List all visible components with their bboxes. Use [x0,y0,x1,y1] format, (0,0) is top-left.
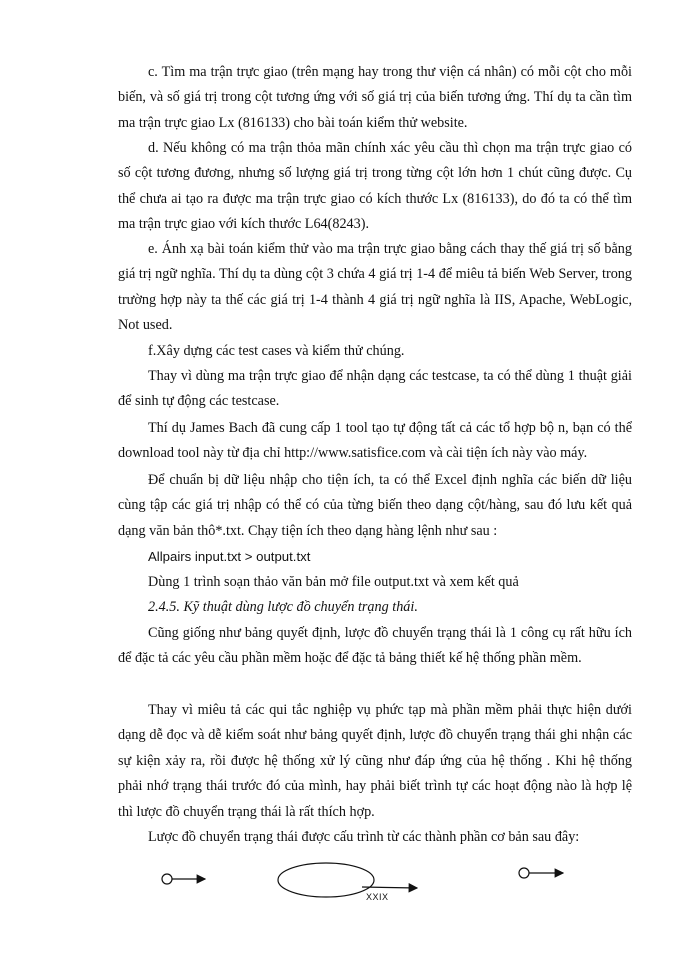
final-transition-icon [519,868,563,878]
paragraph-like: Cũng giống như bảng quyết định, lược đồ chuyển trạng thái là 1 công cụ rất hữu ích để đặc tả các yêu cầu phần mềm hoặc để đặc tả bảng thiết kế hệ thống phần mềm. [118,625,632,667]
section-heading: 2.4.5. Kỹ thuật dùng lược đồ chuyển trạng thái. [148,599,418,615]
page-number: XXIX [366,892,389,902]
initial-state-icon [162,874,205,884]
state-diagram-components [150,860,620,910]
paragraph-e: e. Ánh xạ bài toán kiểm thử vào ma trận trực giao bằng cách thay thế giá trị số bằng giá trị ngữ nghĩa. Thí dụ ta dùng cột 3 chứa 4 giá trị 1-4 để miêu tả biến Web Server, trong trường hợp này ta thế các giá trị 1-4 thành 4 giá trị ngữ nghĩa là IIS, Apache, WebLogic, Not used. [118,241,632,334]
paragraph-c: c. Tìm ma trận trực giao (trên mạng hay trong thư viện cá nhân) có mỗi cột cho mỗi biến, và số giá trị trong cột tương ứng với số giá trị của biến tương ứng. Thí dụ ta cần tìm ma trận trực giao Lx (816133) cho bài toán kiểm thử website. [118,64,632,131]
paragraph-prepare: Để chuẩn bị dữ liệu nhập cho tiện ích, ta có thể Excel định nghĩa các biến dữ liệu cùng tập các giá trị nhập có thể có của từng biến theo dạng cột/hàng, sau đó lưu kết quả dạng văn bản thô*.txt. Chạy tiện ích theo dạng hàng lệnh như sau : [118,472,632,539]
paragraph-describe: Thay vì miêu tả các qui tắc nghiệp vụ phức tạp mà phần mềm phải thực hiện dưới dạng dễ đọc và dễ kiểm soát như bảng quyết định, lược đồ chuyển trạng thái ghi nhận các sự kiện xảy ra, rồi được hệ thống xử lý cũng như đáp ứng của hệ thống . Khi hệ thống phải nhớ trạng thái trước đó của mình, hay phải biết trình tự các hoạt động nào là hợp lệ thì lược đồ chuyển trạng thái là rất thích hợp. [118,702,632,820]
paragraph-components: Lược đồ chuyển trạng thái được cấu trình từ các thành phần cơ bản sau đây: [148,829,580,845]
paragraph-instead: Thay vì dùng ma trận trực giao để nhận dạng các testcase, ta có thể dùng 1 thuật giải để sinh tự động các testcase. [118,368,632,410]
paragraph-bach: Thí dụ James Bach đã cung cấp 1 tool tạo tự động tất cả các tổ hợp bộ n, bạn có thể download tool này từ địa chỉ http://www.satisfice.com và cài tiện ích này vào máy. [118,420,632,462]
transition-arrow-icon [362,887,417,888]
command-line: Allpairs input.txt > output.txt [148,549,311,564]
paragraph-f: f.Xây dựng các test cases và kiểm thử chúng. [148,343,405,359]
paragraph-open: Dùng 1 trình soạn thảo văn bản mở file output.txt và xem kết quả [148,574,519,590]
paragraph-d: d. Nếu không có ma trận thỏa mãn chính xác yêu cầu thì chọn ma trận trực giao có số cột tương đương, nhưng số lượng giá trị trong từng cột lớn hơn 1 chút cũng được. Cụ thể chưa ai tạo ra được ma trận trực giao có kích thước Lx (816133), do đó ta có thể tìm ma trận trực giao với kích thước L64(8243). [118,140,632,233]
state-ellipse-icon [278,863,374,897]
